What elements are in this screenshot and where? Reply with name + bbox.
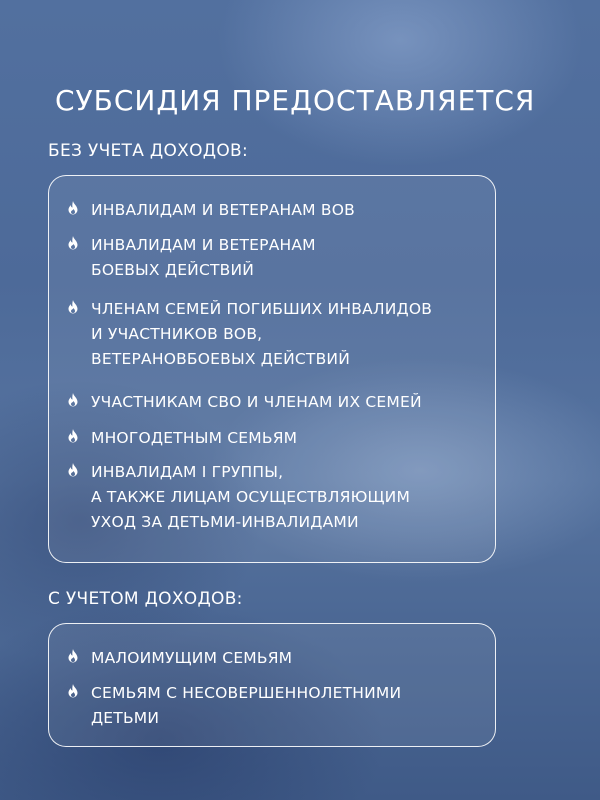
list-item-text: ИНВАЛИДАМ И ВЕТЕРАНАМ БОЕВЫХ ДЕЙСТВИЙ xyxy=(91,236,316,279)
flame-icon xyxy=(67,429,79,443)
section-label-with-income: С УЧЕТОМ ДОХОДОВ: xyxy=(48,589,243,609)
list-item-text: ЧЛЕНАМ СЕМЕЙ ПОГИБШИХ ИНВАЛИДОВ И УЧАСТНИКОВ ВОВ, ВЕТЕРАНОВБОЕВЫХ ДЕЙСТВИЙ xyxy=(91,300,433,368)
list-item xyxy=(67,390,485,415)
flame-icon xyxy=(67,393,79,407)
flame-icon xyxy=(67,236,79,250)
list-item xyxy=(67,646,485,671)
list-item-text: ИНВАЛИДАМ И ВЕТЕРАНАМ ВОВ xyxy=(91,201,355,219)
flame-icon xyxy=(67,463,79,477)
list-item xyxy=(67,426,485,451)
list-item xyxy=(67,460,485,535)
list-item-text: ИНВАЛИДАМ I ГРУППЫ, А ТАКЖЕ ЛИЦАМ ОСУЩЕСТВЛЯЮЩИМ УХОД ЗА ДЕТЬМИ-ИНВАЛИДАМИ xyxy=(91,463,411,531)
list-item xyxy=(67,233,485,283)
list-item xyxy=(67,681,485,731)
list-item xyxy=(67,198,485,223)
flame-icon xyxy=(67,684,79,698)
list-item-text: СЕМЬЯМ С НЕСОВЕРШЕННОЛЕТНИМИ ДЕТЬМИ xyxy=(91,684,402,727)
list-item xyxy=(67,297,485,372)
flame-icon xyxy=(67,300,79,314)
list-item-text: УЧАСТНИКАМ СВО И ЧЛЕНАМ ИХ СЕМЕЙ xyxy=(91,393,422,411)
card-without-income xyxy=(48,175,496,563)
card-with-income xyxy=(48,623,496,747)
list-item-text: МНОГОДЕТНЫМ СЕМЬЯМ xyxy=(91,429,298,447)
page-title: СУБСИДИЯ ПРЕДОСТАВЛЯЕТСЯ xyxy=(55,84,536,117)
flame-icon xyxy=(67,649,79,663)
flame-icon xyxy=(67,201,79,215)
section-label-without-income: БЕЗ УЧЕТА ДОХОДОВ: xyxy=(48,141,249,161)
list-item-text: МАЛОИМУЩИМ СЕМЬЯМ xyxy=(91,649,293,667)
